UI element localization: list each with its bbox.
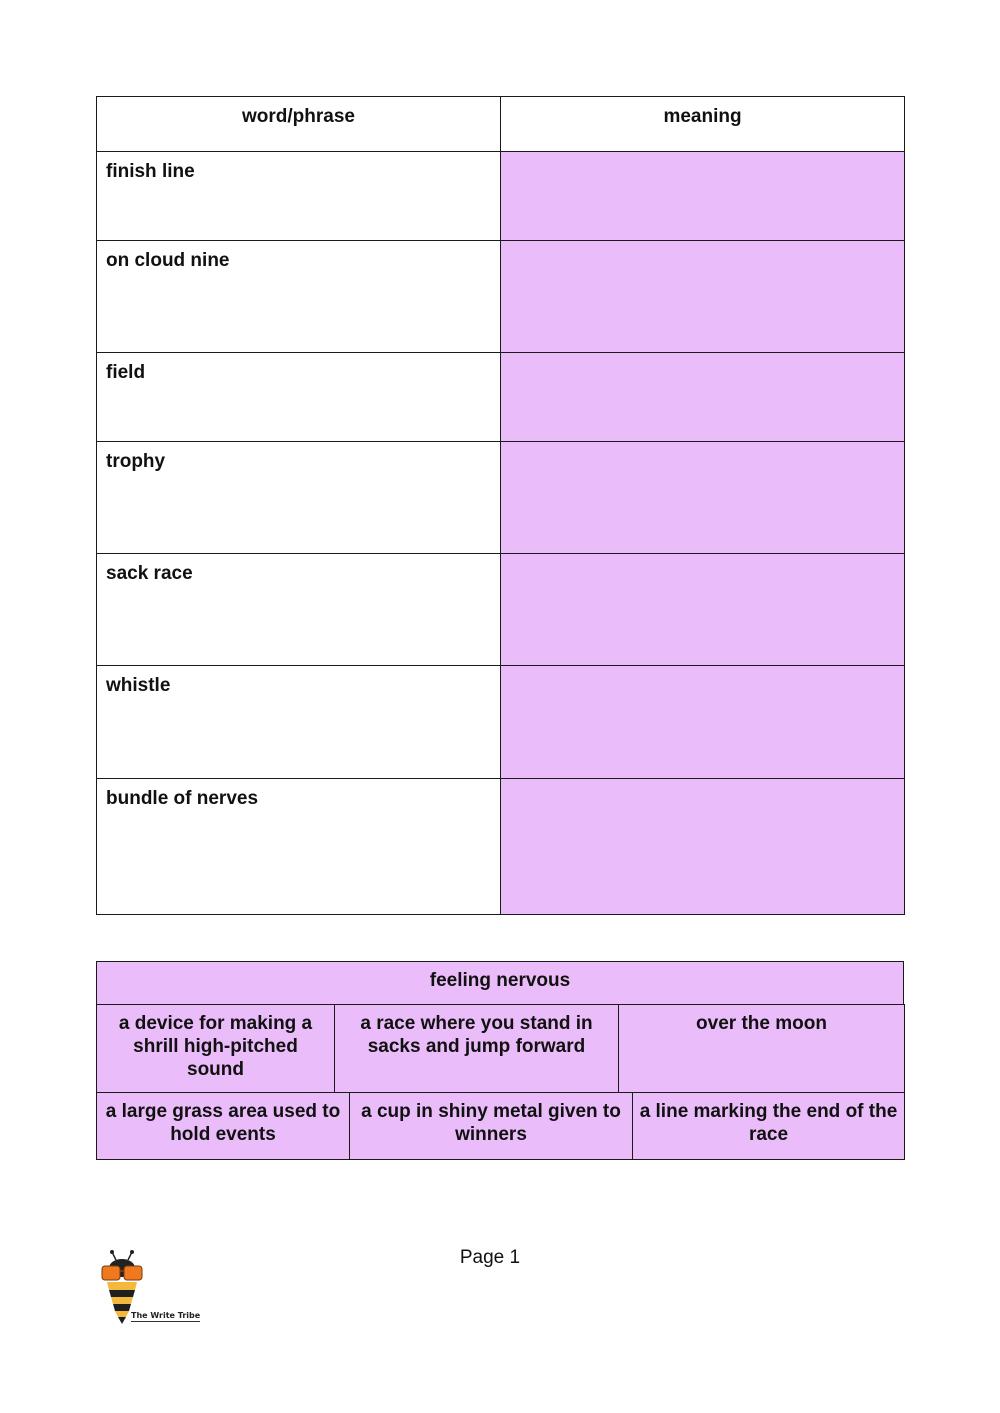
vocab-row bbox=[97, 241, 905, 353]
word-cell: field bbox=[97, 353, 501, 442]
vocab-row bbox=[97, 779, 905, 915]
word-cell: sack race bbox=[97, 554, 501, 666]
word-cell: whistle bbox=[97, 666, 501, 779]
answer-card[interactable]: feeling nervous bbox=[97, 962, 904, 1006]
vocabulary-table bbox=[96, 96, 905, 915]
meaning-drop-cell[interactable] bbox=[501, 241, 905, 353]
vocab-row bbox=[97, 554, 905, 666]
answer-card[interactable]: a cup in shiny metal given to winners bbox=[350, 1093, 633, 1160]
vocab-row bbox=[97, 152, 905, 241]
answer-card[interactable]: a race where you stand in sacks and jump forward bbox=[335, 1005, 619, 1094]
vocab-row bbox=[97, 353, 905, 442]
word-cell: bundle of nerves bbox=[97, 779, 501, 915]
word-cell: trophy bbox=[97, 442, 501, 554]
answer-card[interactable]: over the moon bbox=[619, 1005, 905, 1094]
word-cell: finish line bbox=[97, 152, 501, 241]
answer-bank-row-1 bbox=[96, 961, 904, 1006]
meaning-drop-cell[interactable] bbox=[501, 554, 905, 666]
page-number: Page 1 bbox=[459, 1247, 521, 1268]
meaning-drop-cell[interactable] bbox=[501, 152, 905, 241]
answer-card[interactable]: a device for making a shrill high-pitched sound bbox=[97, 1005, 335, 1094]
vocab-row bbox=[97, 666, 905, 779]
logo-text: The Write Tribe bbox=[131, 1311, 201, 1320]
meaning-drop-cell[interactable] bbox=[501, 666, 905, 779]
meaning-drop-cell[interactable] bbox=[501, 353, 905, 442]
meaning-column-header: meaning bbox=[501, 97, 905, 152]
answer-card[interactable]: a large grass area used to hold events bbox=[97, 1093, 350, 1160]
word-column-header: word/phrase bbox=[97, 97, 501, 152]
vocab-row bbox=[97, 442, 905, 554]
meaning-drop-cell[interactable] bbox=[501, 779, 905, 915]
answer-bank-row-2 bbox=[96, 1004, 905, 1094]
vocab-header-row bbox=[97, 97, 905, 152]
answer-card[interactable]: a line marking the end of the race bbox=[633, 1093, 905, 1160]
answer-bank-row-3 bbox=[96, 1092, 905, 1160]
word-cell: on cloud nine bbox=[97, 241, 501, 353]
meaning-drop-cell[interactable] bbox=[501, 442, 905, 554]
